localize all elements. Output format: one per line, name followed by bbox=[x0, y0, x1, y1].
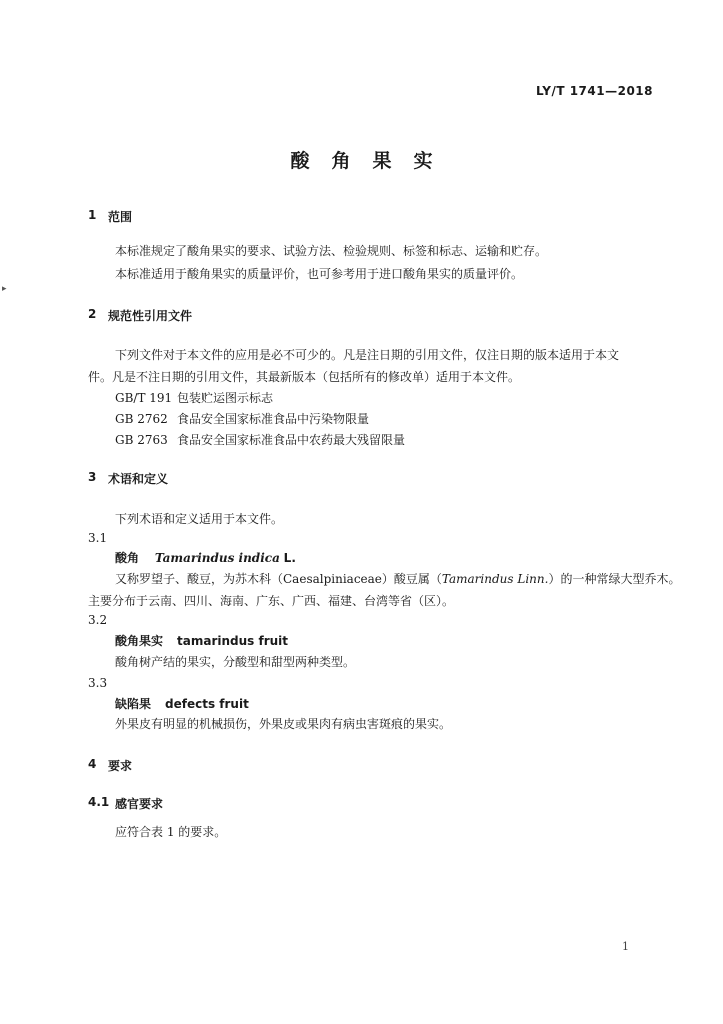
term-english: defects fruit bbox=[165, 697, 249, 711]
term-english: tamarindus fruit bbox=[177, 634, 289, 648]
paragraph: 应符合表 1 的要求。 bbox=[115, 825, 227, 839]
term-number: 3.1 bbox=[88, 531, 108, 545]
reference-item bbox=[115, 431, 405, 449]
paragraph: 本标准规定了酸角果实的要求、试验方法、检验规则、标签和标志、运输和贮存。 bbox=[115, 244, 548, 258]
page-number: 1 bbox=[622, 940, 629, 953]
definition-text: 又称罗望子、酸豆，为苏木科（Caesalpiniaceae）酸豆属（ bbox=[115, 572, 442, 586]
term-definition-line: 主要分布于云南、四川、海南、广东、广西、福建、台湾等省（区）。 bbox=[88, 594, 455, 608]
term-name: 缺陷果 bbox=[115, 697, 152, 711]
term-definition: 外果皮有明显的机械损伤，外果皮或果肉有病虫害斑痕的果实。 bbox=[115, 717, 452, 731]
term-number: 3.2 bbox=[88, 613, 108, 627]
term-heading bbox=[115, 695, 249, 713]
section-number: 2 bbox=[88, 307, 97, 321]
term-name: 酸角 bbox=[115, 551, 140, 565]
term-number: 3.3 bbox=[88, 676, 108, 690]
section-number: 3 bbox=[88, 470, 97, 484]
term-heading bbox=[115, 549, 296, 567]
paragraph: 本标准适用于酸角果实的质量评价，也可参考用于进口酸角果实的质量评价。 bbox=[115, 267, 524, 281]
paragraph-line: 下列文件对于本文件的应用是必不可少的。凡是注日期的引用文件，仅注日期的版本适用于本文 bbox=[115, 348, 620, 362]
margin-mark: ▸ bbox=[2, 284, 7, 294]
definition-genus: Tamarindus Linn. bbox=[441, 572, 549, 586]
reference-code: GB/T 191 bbox=[115, 391, 173, 405]
section-title: 规范性引用文件 bbox=[108, 309, 193, 323]
definition-text: ）的一种常绿大型乔木。 bbox=[548, 572, 681, 586]
reference-item bbox=[115, 410, 369, 428]
section-title: 范围 bbox=[108, 210, 133, 224]
standard-number: LY/T 1741—2018 bbox=[535, 84, 653, 98]
subsection-title: 感官要求 bbox=[115, 797, 164, 811]
term-name: 酸角果实 bbox=[115, 634, 164, 648]
term-author: L. bbox=[283, 551, 296, 565]
term-heading bbox=[115, 632, 288, 650]
page-title: 酸角果实 bbox=[290, 150, 455, 172]
section-number: 1 bbox=[88, 208, 97, 222]
reference-title: 食品安全国家标准食品中污染物限量 bbox=[177, 412, 370, 426]
term-definition bbox=[115, 570, 680, 588]
section-number: 4 bbox=[88, 757, 97, 771]
section-title: 术语和定义 bbox=[108, 472, 169, 486]
reference-title: 食品安全国家标准食品中农药最大残留限量 bbox=[177, 433, 406, 447]
reference-code: GB 2762 bbox=[115, 412, 168, 426]
reference-code: GB 2763 bbox=[115, 433, 168, 447]
paragraph-line: 件。凡是不注日期的引用文件，其最新版本（包括所有的修改单）适用于本文件。 bbox=[88, 370, 521, 384]
reference-title: 包装贮运图示标志 bbox=[177, 391, 274, 405]
section-title: 要求 bbox=[108, 759, 133, 773]
reference-item bbox=[115, 389, 273, 407]
paragraph: 下列术语和定义适用于本文件。 bbox=[115, 512, 284, 526]
subsection-number: 4.1 bbox=[88, 795, 110, 809]
term-latin-name: Tamarindus indica bbox=[154, 551, 280, 565]
term-definition: 酸角树产结的果实，分酸型和甜型两种类型。 bbox=[115, 655, 356, 669]
